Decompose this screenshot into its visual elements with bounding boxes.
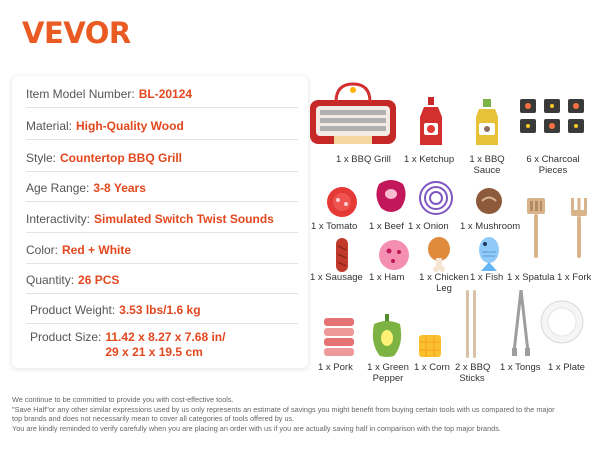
corn-icon — [418, 334, 442, 358]
caption-line: 2 x BBQ — [455, 362, 491, 373]
spec-value: 29 x 21 x 19.5 cm — [105, 345, 203, 359]
onion-icon — [418, 180, 454, 216]
caption-plate: 1 x Plate — [548, 362, 585, 373]
caption-sausage: 1 x Sausage — [310, 272, 363, 283]
caption-line: 1 x Chicken — [419, 272, 469, 283]
caption-ham: 1 x Ham — [369, 272, 405, 283]
caption-line: Sticks — [459, 373, 485, 384]
spec-row-size — [26, 328, 298, 366]
bbq-sauce-icon — [474, 99, 500, 147]
spec-label: Age Range: — [26, 180, 90, 195]
caption-fork: 1 x Fork — [557, 272, 592, 283]
spec-label: Style: — [26, 150, 57, 165]
spec-value: High-Quality Wood — [76, 118, 184, 133]
caption-grill: 1 x BBQ Grill — [336, 154, 391, 165]
caption-corn: 1 x Corn — [414, 362, 450, 373]
caption-line: Sauce — [473, 165, 501, 176]
beef-icon — [373, 178, 409, 216]
spec-value: Simulated Switch Twist Sounds — [94, 211, 274, 226]
charcoal-icon — [518, 97, 586, 147]
spatula-icon — [524, 198, 548, 260]
disclaimer-line: You are kindly reminded to verify carefully when you are placing an order with us if you are actually saving half in comparison with the top major brands. — [12, 423, 501, 433]
caption-charcoal — [520, 154, 586, 176]
bbq-sticks-icon — [463, 290, 479, 358]
spec-row-age — [26, 174, 298, 202]
spec-value: 26 PCS — [78, 272, 120, 287]
caption-chicken — [419, 272, 469, 294]
spec-label: Quantity: — [26, 272, 75, 287]
caption-tomato: 1 x Tomato — [311, 221, 358, 232]
spec-label: Interactivity: — [26, 211, 91, 226]
mushroom-icon — [474, 186, 504, 216]
brand-logo: VEVOR — [22, 16, 131, 50]
caption-tongs: 1 x Tongs — [500, 362, 541, 373]
caption-line: Pieces — [538, 165, 568, 176]
spec-row-weight — [26, 296, 298, 324]
spec-label: Color: — [26, 242, 59, 257]
fork-icon — [568, 198, 590, 260]
spec-row-interactivity — [26, 205, 298, 233]
spec-row-quantity — [26, 266, 298, 294]
spec-label: Item Model Number: — [26, 86, 135, 101]
caption-ketchup: 1 x Ketchup — [404, 154, 455, 165]
spec-label: Material: — [26, 118, 73, 133]
caption-bbq-sauce — [462, 154, 512, 176]
size-values — [105, 330, 225, 360]
caption-line: 1 x Green — [367, 362, 409, 373]
spec-label: Product Weight: — [30, 302, 116, 317]
spec-value: Countertop BBQ Grill — [60, 150, 183, 165]
plate-icon — [540, 300, 584, 344]
caption-beef: 1 x Beef — [369, 221, 404, 232]
caption-spatula: 1 x Spatula — [507, 272, 555, 283]
caption-mushroom: 1 x Mushroom — [460, 221, 521, 232]
caption-line: 6 x Charcoal — [526, 154, 580, 165]
disclaimer-line: top brands and does not necessarily mean to cover all categories of tools offered by us. — [12, 414, 295, 424]
spec-row-material — [26, 112, 298, 140]
caption-pepper — [366, 362, 410, 384]
caption-sticks — [455, 362, 489, 384]
caption-line: Pepper — [372, 373, 404, 384]
disclaimer-line: We continue to be committed to provide you with cost-effective tools. — [12, 395, 234, 404]
tomato-icon — [324, 184, 360, 218]
caption-line: Leg — [436, 283, 452, 294]
caption-pork: 1 x Pork — [318, 362, 353, 373]
grill-image — [306, 80, 400, 152]
spec-value: BL-20124 — [138, 86, 193, 101]
pork-icon — [322, 316, 356, 358]
spec-card — [12, 76, 308, 368]
caption-line: 1 x BBQ — [469, 154, 505, 165]
green-pepper-icon — [370, 314, 404, 358]
fish-icon — [475, 236, 503, 272]
disclaimer — [12, 395, 592, 433]
spec-label: Product Size: — [30, 330, 102, 344]
disclaimer-line: "Save Half"or any other similar expressions used by us only represents an estimate of savings you might benefit from buying certain tools with us compared to the major — [12, 404, 555, 414]
tongs-icon — [510, 290, 532, 356]
chicken-leg-icon — [425, 236, 453, 272]
spec-value: Red + White — [62, 242, 132, 257]
caption-onion: 1 x Onion — [408, 221, 449, 232]
ham-icon — [377, 238, 411, 272]
sausage-icon — [334, 238, 350, 272]
ketchup-icon — [418, 97, 444, 147]
caption-fish: 1 x Fish — [470, 272, 504, 283]
spec-value: 3-8 Years — [93, 180, 146, 195]
spec-row-model — [26, 80, 298, 108]
spec-value: 3.53 lbs/1.6 kg — [119, 302, 201, 317]
spec-value: 11.42 x 8.27 x 7.68 in/ — [105, 330, 226, 344]
spec-row-style — [26, 144, 298, 172]
spec-row-color — [26, 236, 298, 264]
